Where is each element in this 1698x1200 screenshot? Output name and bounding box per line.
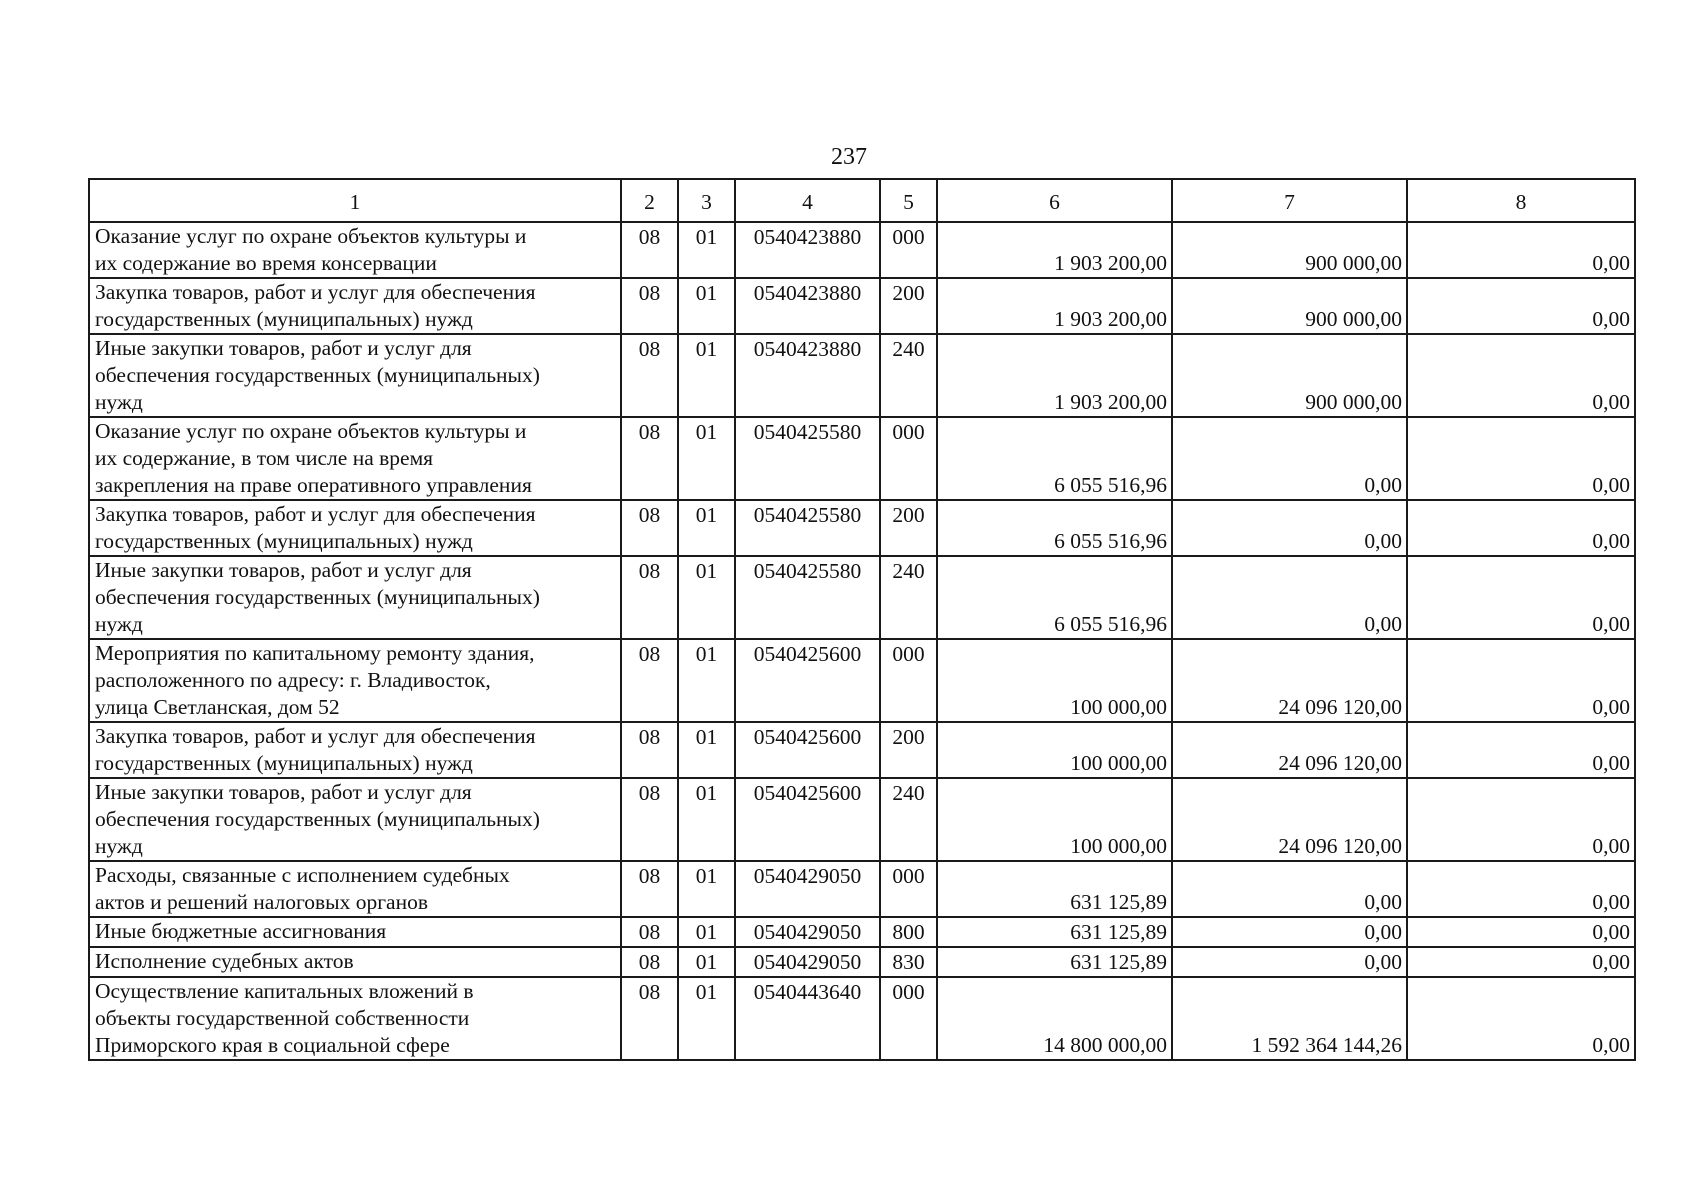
target-article-cell: 0540429050 xyxy=(735,917,880,947)
item-name-line: Закупка товаров, работ и услуг для обеспечения xyxy=(95,502,536,526)
expense-type-cell: 200 xyxy=(880,500,937,556)
item-name-line: Оказание услуг по охране объектов культуры и xyxy=(95,224,527,248)
amount-cell-col7: 24 096 120,00 xyxy=(1172,722,1407,778)
item-name-cell xyxy=(89,500,621,556)
target-article-cell: 0540429050 xyxy=(735,861,880,917)
item-name-line: Мероприятия по капитальному ремонту здания, xyxy=(95,641,535,665)
section-cell: 08 xyxy=(621,947,678,977)
amount-cell-col7: 24 096 120,00 xyxy=(1172,639,1407,722)
amount-cell-col7: 0,00 xyxy=(1172,861,1407,917)
target-article-cell: 0540425600 xyxy=(735,639,880,722)
subsection-cell: 01 xyxy=(678,861,735,917)
amount-cell-col7: 900 000,00 xyxy=(1172,278,1407,334)
section-cell: 08 xyxy=(621,500,678,556)
subsection-cell: 01 xyxy=(678,278,735,334)
table-row xyxy=(89,222,1635,278)
item-name-line: Закупка товаров, работ и услуг для обеспечения xyxy=(95,280,536,304)
expense-type-cell: 240 xyxy=(880,334,937,417)
amount-cell-col7: 0,00 xyxy=(1172,500,1407,556)
column-header: 2 xyxy=(621,179,678,222)
subsection-cell: 01 xyxy=(678,977,735,1060)
page-number: 237 xyxy=(831,144,867,170)
expense-type-cell: 800 xyxy=(880,917,937,947)
column-header: 7 xyxy=(1172,179,1407,222)
amount-cell-col8: 0,00 xyxy=(1407,947,1635,977)
item-name-line: объекты государственной собственности xyxy=(95,1006,470,1030)
amount-cell-col7: 24 096 120,00 xyxy=(1172,778,1407,861)
amount-cell-col7: 1 592 364 144,26 xyxy=(1172,977,1407,1060)
item-name-cell xyxy=(89,861,621,917)
table-row xyxy=(89,977,1635,1060)
table-row xyxy=(89,947,1635,977)
amount-cell-col8: 0,00 xyxy=(1407,556,1635,639)
table-body xyxy=(89,222,1635,1060)
amount-cell-col6: 100 000,00 xyxy=(937,778,1172,861)
expense-type-cell: 200 xyxy=(880,722,937,778)
table-row xyxy=(89,334,1635,417)
amount-cell-col8: 0,00 xyxy=(1407,334,1635,417)
amount-cell-col8: 0,00 xyxy=(1407,500,1635,556)
item-name-line: Иные закупки товаров, работ и услуг для xyxy=(95,336,472,360)
item-name-cell xyxy=(89,917,621,947)
target-article-cell: 0540425600 xyxy=(735,722,880,778)
target-article-cell: 0540443640 xyxy=(735,977,880,1060)
amount-cell-col8: 0,00 xyxy=(1407,977,1635,1060)
item-name-line: нужд xyxy=(95,612,143,636)
subsection-cell: 01 xyxy=(678,556,735,639)
item-name-line: нужд xyxy=(95,390,143,414)
item-name-line: закрепления на праве оперативного управления xyxy=(95,473,532,497)
amount-cell-col8: 0,00 xyxy=(1407,722,1635,778)
section-cell: 08 xyxy=(621,222,678,278)
subsection-cell: 01 xyxy=(678,722,735,778)
section-cell: 08 xyxy=(621,917,678,947)
item-name-line: государственных (муниципальных) нужд xyxy=(95,529,473,553)
amount-cell-col8: 0,00 xyxy=(1407,222,1635,278)
column-header: 8 xyxy=(1407,179,1635,222)
table-row xyxy=(89,556,1635,639)
item-name-line: обеспечения государственных (муниципальных) xyxy=(95,807,540,831)
item-name-line: Иные бюджетные ассигнования xyxy=(95,919,387,943)
budget-table xyxy=(88,178,1636,1061)
subsection-cell: 01 xyxy=(678,500,735,556)
item-name-cell xyxy=(89,722,621,778)
subsection-cell: 01 xyxy=(678,417,735,500)
item-name-cell xyxy=(89,778,621,861)
item-name-cell xyxy=(89,639,621,722)
table-row xyxy=(89,639,1635,722)
table-row xyxy=(89,861,1635,917)
column-header: 1 xyxy=(89,179,621,222)
item-name-line: Приморского края в социальной сфере xyxy=(95,1033,450,1057)
subsection-cell: 01 xyxy=(678,917,735,947)
item-name-line: улица Светланская, дом 52 xyxy=(95,695,340,719)
item-name-line: Иные закупки товаров, работ и услуг для xyxy=(95,780,472,804)
amount-cell-col8: 0,00 xyxy=(1407,417,1635,500)
item-name-cell xyxy=(89,222,621,278)
target-article-cell: 0540429050 xyxy=(735,947,880,977)
item-name-line: Осуществление капитальных вложений в xyxy=(95,979,474,1003)
expense-type-cell: 000 xyxy=(880,861,937,917)
amount-cell-col7: 0,00 xyxy=(1172,917,1407,947)
section-cell: 08 xyxy=(621,639,678,722)
item-name-line: расположенного по адресу: г. Владивосток, xyxy=(95,668,491,692)
item-name-line: их содержание во время консервации xyxy=(95,251,437,275)
subsection-cell: 01 xyxy=(678,778,735,861)
item-name-line: нужд xyxy=(95,834,143,858)
table-row xyxy=(89,778,1635,861)
amount-cell-col8: 0,00 xyxy=(1407,861,1635,917)
section-cell: 08 xyxy=(621,334,678,417)
amount-cell-col6: 631 125,89 xyxy=(937,861,1172,917)
amount-cell-col8: 0,00 xyxy=(1407,917,1635,947)
amount-cell-col7: 900 000,00 xyxy=(1172,222,1407,278)
section-cell: 08 xyxy=(621,417,678,500)
target-article-cell: 0540425580 xyxy=(735,417,880,500)
table-row xyxy=(89,417,1635,500)
section-cell: 08 xyxy=(621,278,678,334)
expense-type-cell: 000 xyxy=(880,417,937,500)
section-cell: 08 xyxy=(621,556,678,639)
item-name-cell xyxy=(89,947,621,977)
column-header: 3 xyxy=(678,179,735,222)
subsection-cell: 01 xyxy=(678,222,735,278)
table-row xyxy=(89,917,1635,947)
target-article-cell: 0540423880 xyxy=(735,278,880,334)
expense-type-cell: 000 xyxy=(880,639,937,722)
item-name-line: государственных (муниципальных) нужд xyxy=(95,307,473,331)
item-name-line: обеспечения государственных (муниципальных) xyxy=(95,363,540,387)
amount-cell-col6: 1 903 200,00 xyxy=(937,278,1172,334)
target-article-cell: 0540425580 xyxy=(735,556,880,639)
column-header: 6 xyxy=(937,179,1172,222)
amount-cell-col6: 6 055 516,96 xyxy=(937,556,1172,639)
amount-cell-col6: 100 000,00 xyxy=(937,639,1172,722)
expense-type-cell: 000 xyxy=(880,222,937,278)
table-header-row xyxy=(89,179,1635,222)
amount-cell-col7: 0,00 xyxy=(1172,556,1407,639)
amount-cell-col8: 0,00 xyxy=(1407,278,1635,334)
item-name-line: обеспечения государственных (муниципальных) xyxy=(95,585,540,609)
amount-cell-col8: 0,00 xyxy=(1407,639,1635,722)
expense-type-cell: 240 xyxy=(880,778,937,861)
item-name-line: Исполнение судебных актов xyxy=(95,949,354,973)
section-cell: 08 xyxy=(621,861,678,917)
table-row xyxy=(89,722,1635,778)
amount-cell-col6: 6 055 516,96 xyxy=(937,500,1172,556)
amount-cell-col6: 1 903 200,00 xyxy=(937,222,1172,278)
item-name-line: Оказание услуг по охране объектов культуры и xyxy=(95,419,527,443)
amount-cell-col6: 100 000,00 xyxy=(937,722,1172,778)
column-header: 5 xyxy=(880,179,937,222)
item-name-line: актов и решений налоговых органов xyxy=(95,890,428,914)
expense-type-cell: 240 xyxy=(880,556,937,639)
item-name-line: Закупка товаров, работ и услуг для обеспечения xyxy=(95,724,536,748)
expense-type-cell: 830 xyxy=(880,947,937,977)
target-article-cell: 0540425580 xyxy=(735,500,880,556)
column-header: 4 xyxy=(735,179,880,222)
item-name-line: государственных (муниципальных) нужд xyxy=(95,751,473,775)
item-name-cell xyxy=(89,278,621,334)
amount-cell-col7: 900 000,00 xyxy=(1172,334,1407,417)
subsection-cell: 01 xyxy=(678,639,735,722)
amount-cell-col6: 6 055 516,96 xyxy=(937,417,1172,500)
target-article-cell: 0540425600 xyxy=(735,778,880,861)
target-article-cell: 0540423880 xyxy=(735,222,880,278)
item-name-cell xyxy=(89,334,621,417)
section-cell: 08 xyxy=(621,977,678,1060)
table-row xyxy=(89,500,1635,556)
expense-type-cell: 200 xyxy=(880,278,937,334)
item-name-cell xyxy=(89,977,621,1060)
subsection-cell: 01 xyxy=(678,334,735,417)
amount-cell-col6: 1 903 200,00 xyxy=(937,334,1172,417)
section-cell: 08 xyxy=(621,778,678,861)
item-name-line: Расходы, связанные с исполнением судебных xyxy=(95,863,510,887)
item-name-line: их содержание, в том числе на время xyxy=(95,446,434,470)
item-name-cell xyxy=(89,556,621,639)
amount-cell-col7: 0,00 xyxy=(1172,417,1407,500)
amount-cell-col7: 0,00 xyxy=(1172,947,1407,977)
item-name-line: Иные закупки товаров, работ и услуг для xyxy=(95,558,472,582)
target-article-cell: 0540423880 xyxy=(735,334,880,417)
amount-cell-col6: 631 125,89 xyxy=(937,947,1172,977)
expense-type-cell: 000 xyxy=(880,977,937,1060)
amount-cell-col6: 14 800 000,00 xyxy=(937,977,1172,1060)
amount-cell-col6: 631 125,89 xyxy=(937,917,1172,947)
subsection-cell: 01 xyxy=(678,947,735,977)
item-name-cell xyxy=(89,417,621,500)
table-row xyxy=(89,278,1635,334)
amount-cell-col8: 0,00 xyxy=(1407,778,1635,861)
section-cell: 08 xyxy=(621,722,678,778)
